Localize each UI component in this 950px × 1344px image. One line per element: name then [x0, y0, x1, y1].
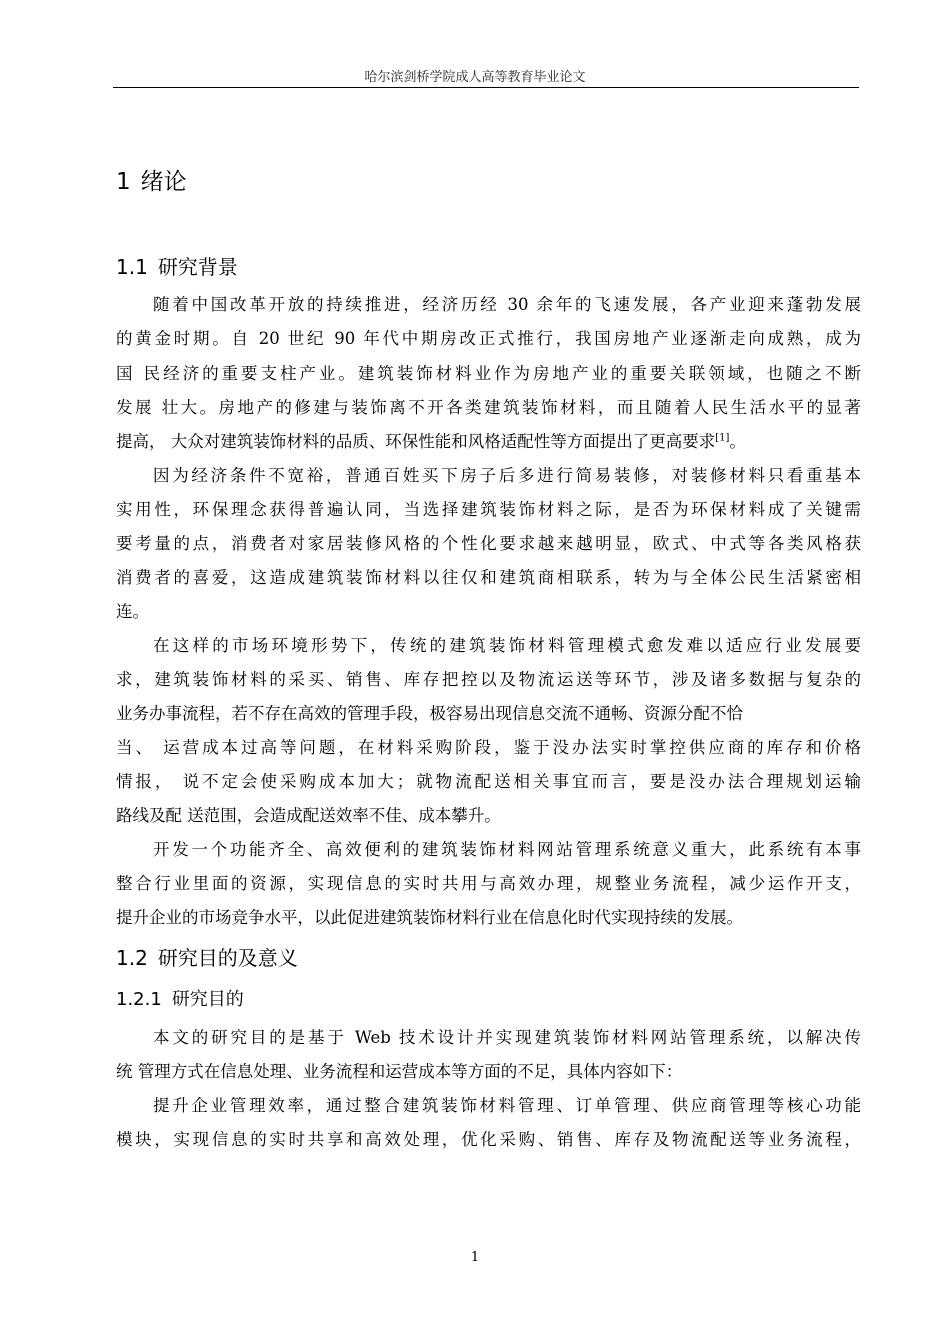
body-line: 因为经济条件不宽裕，普通百姓买下房子后多进行简易装修，对装修材料只看重基本 [153, 466, 861, 485]
section-number: 1.1 [116, 255, 148, 279]
body-line: 连。 [116, 602, 149, 621]
chapter-title: 绪论 [140, 169, 187, 195]
body-line: 整合行业里面的资源，实现信息的实时共用与高效办理，规整业务流程，减少运作开支， [116, 874, 861, 893]
subsection-title: 研究目的 [171, 989, 244, 1010]
page-number: 1 [470, 1250, 480, 1265]
body-text: 。 [729, 432, 746, 451]
chapter-number: 1 [116, 169, 131, 195]
body-line: 要考量的点，消费者对家居装修风格的个性化要求越来越明显，欧式、中式等各类风格获 [116, 534, 861, 553]
body-line: 当、 运营成本过高等问题，在材料采购阶段，鉴于没办法实时掌控供应商的库存和价格 [116, 738, 861, 757]
page-header: 哈尔滨剑桥学院成人高等教育毕业论文 [364, 70, 586, 85]
body-line: 情报， 说不定会使采购成本加大；就物流配送相关事宜而言，要是没办法合理规划运输 [116, 772, 861, 791]
section-number: 1.2 [116, 946, 148, 970]
section-title: 研究背景 [157, 255, 238, 279]
body-line: 求，建筑装饰材料的采买、销售、库存把控以及物流运送等环节，涉及诸多数据与复杂的 [116, 670, 861, 689]
body-line: 的黄金时期。自 20 世纪 90 年代中期房改正式推行，我国房地产业逐渐走向成熟，成为 [116, 329, 861, 348]
body-line: 提升企业管理效率，通过整合建筑装饰材料管理、订单管理、供应商管理等核心功能 [153, 1096, 861, 1115]
body-line: 统 管理方式在信息处理、业务流程和运营成本等方面的不足，具体内容如下： [116, 1062, 683, 1081]
body-line: 提升企业的市场竞争水平，以此促进建筑装饰材料行业在信息化时代实现持续的发展。 [116, 908, 743, 927]
section-title: 研究目的及意义 [157, 946, 298, 970]
body-line: 发展 壮大。房地产的修建与装饰离不开各类建筑装饰材料，而且随着人民生活水平的显著 [116, 398, 861, 417]
body-line: 本文的研究目的是基于 Web 技术设计并实现建筑装饰材料网站管理系统，以解决传 [153, 1028, 861, 1047]
body-line: 路线及配 送范围，会造成配送效率不佳、成本攀升。 [116, 806, 501, 825]
section-heading-1-1 [116, 251, 238, 280]
body-line: 模块，实现信息的实时共享和高效处理，优化采购、销售、库存及物流配送等业务流程， [116, 1130, 861, 1149]
body-line: 随着中国改革开放的持续推进，经济历经 30 余年的飞速发展，各产业迎来蓬勃发展 [153, 295, 861, 314]
body-line: 开发一个功能齐全、高效便利的建筑装饰材料网站管理系统意义重大，此系统有本事 [153, 840, 861, 859]
chapter-heading [116, 163, 187, 196]
section-heading-1-2 [116, 942, 298, 971]
body-text: 提高， 大众对建筑装饰材料的品质、环保性能和风格适配性等方面提出了更高要求 [116, 432, 716, 451]
header-rule [113, 87, 859, 88]
body-line: 实用性，环保理念获得普遍认同，当选择建筑装饰材料之际，是否为环保材料成了关键需 [116, 500, 861, 519]
body-line: 业务办事流程，若不存在高效的管理手段，极容易出现信息交流不通畅、资源分配不恰 [116, 704, 743, 723]
body-line: 在这样的市场环境形势下，传统的建筑装饰材料管理模式愈发难以适应行业发展要 [153, 636, 861, 655]
subsection-number: 1.2.1 [116, 989, 162, 1010]
citation: [1] [715, 432, 730, 444]
body-line: 国 民经济的重要支柱产业。建筑装饰材料业作为房地产业的重要关联领域，也随之不断 [116, 364, 861, 383]
body-line: 消费者的喜爱，这造成建筑装饰材料以往仅和建筑商相联系，转为与全体公民生活紧密相 [116, 568, 861, 587]
subsection-heading-1-2-1 [116, 985, 244, 1011]
body-line [116, 432, 746, 452]
